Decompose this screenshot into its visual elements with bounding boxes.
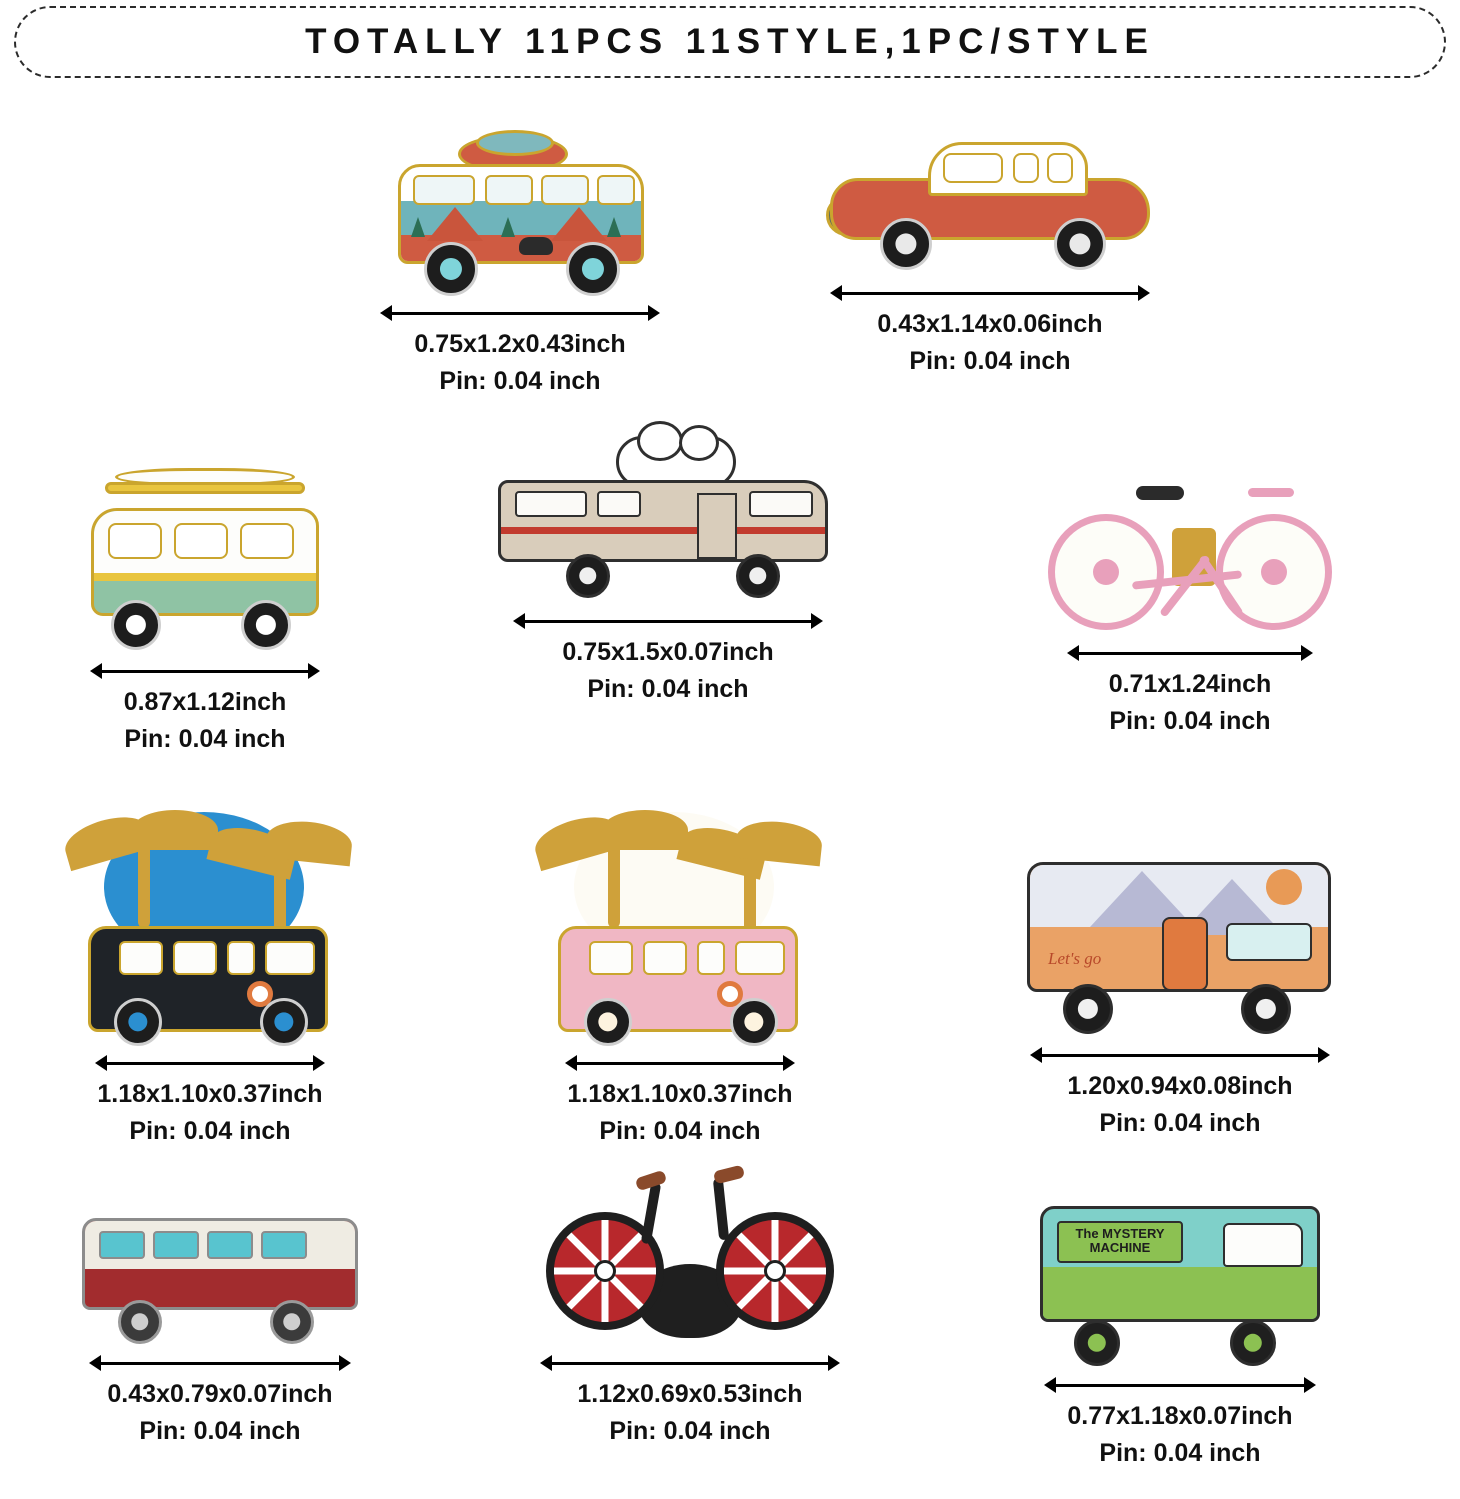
van-window [541, 175, 589, 205]
size-arrow [540, 1352, 840, 1374]
green-van-art [75, 454, 335, 654]
bus-window [643, 941, 687, 975]
wheel [270, 1300, 314, 1344]
palm-frond [132, 810, 218, 850]
pin-size-label: Pin: 0.04 inch [1099, 1109, 1261, 1137]
classic-car-art [820, 126, 1160, 276]
wheel [260, 998, 308, 1046]
wheel [241, 600, 291, 650]
size-arrow [1030, 1044, 1330, 1066]
pin-size-label: Pin: 0.04 inch [609, 1417, 771, 1445]
dimension-label: 0.87x1.12inch [123, 688, 287, 716]
dimension-label: 0.43x1.14x0.06inch [877, 310, 1103, 338]
pin-size-label: Pin: 0.04 inch [1099, 1439, 1261, 1467]
van-body [1027, 862, 1331, 992]
van-window [485, 175, 533, 205]
mountain-shape [551, 207, 607, 241]
bus-window [261, 1231, 307, 1259]
wheel [566, 554, 610, 598]
pink-bicycle-art [1040, 466, 1340, 636]
bicycle-wheel [716, 1212, 834, 1330]
wheel [1054, 218, 1106, 270]
pin-size-label: Pin: 0.04 inch [439, 367, 601, 395]
pin-size-label: Pin: 0.04 inch [599, 1117, 761, 1145]
dimension-label: 1.20x0.94x0.08inch [1067, 1072, 1293, 1100]
wheel [118, 1300, 162, 1344]
van-window [240, 523, 294, 559]
wheel [111, 600, 161, 650]
red-white-bus-art [70, 1196, 370, 1346]
black-red-bicycle-art [540, 1166, 840, 1346]
roof-rack [105, 482, 305, 494]
rv-window [597, 491, 641, 517]
size-arrow [830, 282, 1150, 304]
pin-size-label: Pin: 0.04 inch [587, 675, 749, 703]
rv-window [749, 491, 813, 517]
mystery-machine-line1: The MYSTERY [1075, 1226, 1165, 1241]
bus-window [589, 941, 633, 975]
pin-cell-rv[interactable] [478, 434, 858, 704]
wheel [424, 242, 478, 296]
tree-shape [411, 217, 425, 237]
pin-cell-hippie-van[interactable] [330, 126, 710, 396]
bus-window [99, 1231, 145, 1259]
mystery-machine-art [1030, 1188, 1330, 1368]
pin-size-label: Pin: 0.04 inch [139, 1417, 301, 1445]
dimension-label: 1.18x1.10x0.37inch [97, 1080, 323, 1108]
wheel [730, 998, 778, 1046]
dimension-label: 0.71x1.24inch [1108, 670, 1272, 698]
pin-size-label: Pin: 0.04 inch [124, 725, 286, 753]
bus-window [119, 941, 163, 975]
wheel [880, 218, 932, 270]
pin-cell-green-van[interactable] [45, 454, 365, 754]
pin-cell-classic-car[interactable] [800, 126, 1180, 376]
van-window [413, 175, 475, 205]
lets-go-van-art [1015, 828, 1345, 1038]
mystery-machine-line2: MACHINE [1089, 1239, 1151, 1255]
rv-stripe [501, 527, 825, 534]
pin-cell-black-red-bicycle[interactable] [530, 1166, 850, 1446]
header-banner [14, 6, 1446, 78]
tree-shape [501, 217, 515, 237]
van-window [597, 175, 635, 205]
bus-body [82, 1218, 358, 1310]
bus-window [207, 1231, 253, 1259]
bicycle-handlebar [1248, 488, 1294, 497]
car-window [1047, 153, 1073, 183]
wheel [1063, 984, 1113, 1034]
pin-cell-lets-go-van[interactable] [1000, 828, 1360, 1138]
mountain-shape [427, 207, 483, 241]
surfboard-secondary-icon [476, 130, 554, 156]
wheel [1074, 1320, 1120, 1366]
mystery-machine-panel [1057, 1221, 1183, 1263]
pin-cell-black-palm-bus[interactable] [50, 806, 370, 1146]
size-arrow [380, 302, 660, 324]
size-arrow [89, 1352, 351, 1374]
rv-door [697, 493, 737, 559]
pin-size-label: Pin: 0.04 inch [129, 1117, 291, 1145]
van-window [1226, 923, 1312, 961]
pin-cell-pink-bicycle[interactable] [1020, 466, 1360, 736]
pin-cell-pink-palm-bus[interactable] [520, 806, 840, 1146]
bear-shape [519, 237, 553, 255]
dimension-label: 0.77x1.18x0.07inch [1067, 1402, 1293, 1430]
size-arrow [513, 610, 823, 632]
van-window [174, 523, 228, 559]
bicycle-wheel [1048, 514, 1164, 630]
tree-shape [607, 217, 621, 237]
rv-window [515, 491, 587, 517]
pink-palm-bus-art [530, 806, 830, 1046]
dimension-label: 0.75x1.2x0.43inch [414, 330, 626, 358]
van-window [1223, 1223, 1303, 1267]
dimension-label: 0.43x0.79x0.07inch [107, 1380, 333, 1408]
size-arrow [565, 1052, 795, 1074]
van-window [108, 523, 162, 559]
van-lower-panel [1043, 1267, 1317, 1319]
bicycle-frame [713, 1178, 729, 1241]
pin-size-label: Pin: 0.04 inch [1109, 707, 1271, 735]
van-body [91, 508, 319, 616]
car-cabin [928, 142, 1088, 196]
bus-window [173, 941, 217, 975]
bus-window [153, 1231, 199, 1259]
pin-cell-red-white-bus[interactable] [60, 1196, 380, 1446]
palm-frond [602, 810, 688, 850]
bus-window [697, 941, 725, 975]
bus-window [735, 941, 785, 975]
car-window [1013, 153, 1039, 183]
hippie-van-art [380, 126, 660, 296]
bicycle-frame [641, 1182, 662, 1245]
car-window [943, 153, 1003, 183]
wheel [584, 998, 632, 1046]
van-stripe [94, 573, 316, 581]
bicycle-handlebar [713, 1165, 745, 1185]
size-arrow [90, 660, 320, 682]
van-body [1040, 1206, 1320, 1322]
lets-go-text: Let's go [1048, 949, 1102, 968]
bicycle-seat [1136, 486, 1184, 500]
wheel [1230, 1320, 1276, 1366]
banner-title: TOTALLY 11PCS 11STYLE,1PC/STYLE [305, 22, 1155, 61]
rv-art [488, 434, 848, 604]
black-palm-bus-art [60, 806, 360, 1046]
van-door [1162, 917, 1208, 991]
pin-size-label: Pin: 0.04 inch [909, 347, 1071, 375]
bus-window [227, 941, 255, 975]
bus-window [265, 941, 315, 975]
wheel [114, 998, 162, 1046]
size-arrow [95, 1052, 325, 1074]
size-arrow [1067, 642, 1313, 664]
wheel [1241, 984, 1291, 1034]
wheel [736, 554, 780, 598]
dimension-label: 1.12x0.69x0.53inch [577, 1380, 803, 1408]
dimension-label: 1.18x1.10x0.37inch [567, 1080, 793, 1108]
size-arrow [1044, 1374, 1316, 1396]
dimension-label: 0.75x1.5x0.07inch [562, 638, 774, 666]
wheel [566, 242, 620, 296]
sun-icon [1266, 869, 1302, 905]
rv-body [498, 480, 828, 562]
pin-cell-mystery-machine[interactable] [1015, 1188, 1345, 1468]
